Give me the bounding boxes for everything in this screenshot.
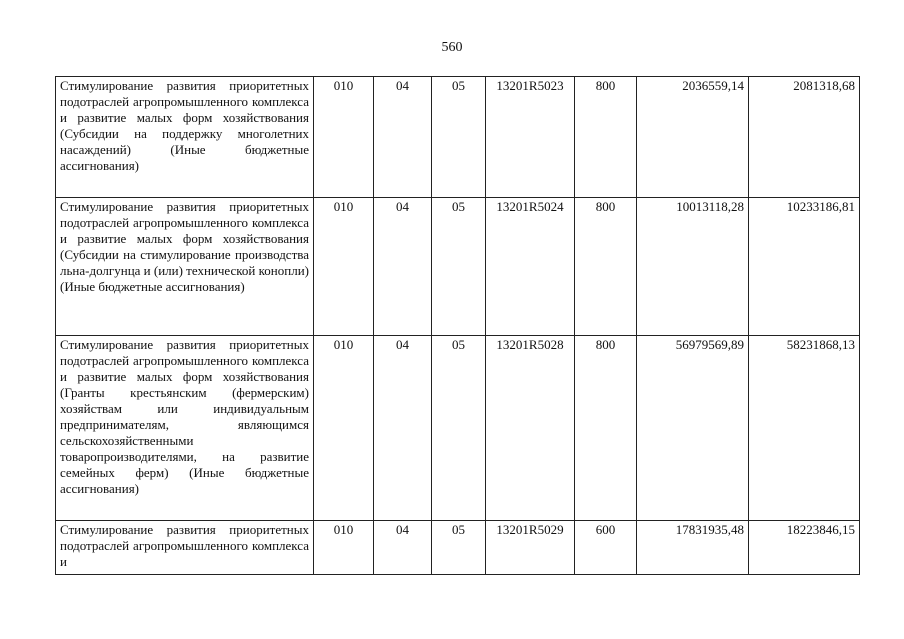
amount-second: 2081318,68 [749, 77, 860, 198]
row-description: Стимулирование развития приоритетных подотраслей агропромышленного комплекса и развитие малых форм хозяйствования (Субсидии на поддержку многолетних насаждений) (Иные бюджетные ассигнования) [56, 77, 314, 198]
amount-second: 58231868,13 [749, 336, 860, 521]
subsection-code: 05 [432, 336, 486, 521]
subsection-code: 05 [432, 198, 486, 336]
table-row [56, 198, 860, 336]
subsection-code: 05 [432, 521, 486, 575]
section-code: 04 [374, 77, 432, 198]
section-code: 04 [374, 336, 432, 521]
amount-first: 10013118,28 [637, 198, 749, 336]
amount-first: 17831935,48 [637, 521, 749, 575]
expense-type-code: 600 [575, 521, 637, 575]
row-description: Стимулирование развития приоритетных подотраслей агропромышленного комплекса и [56, 521, 314, 575]
page-number: 560 [441, 40, 463, 55]
ministry-code: 010 [314, 77, 374, 198]
budget-table [55, 76, 860, 575]
expense-type-code: 800 [575, 77, 637, 198]
subsection-code: 05 [432, 77, 486, 198]
target-article-code: 13201R5024 [486, 198, 575, 336]
target-article-code: 13201R5028 [486, 336, 575, 521]
amount-second: 18223846,15 [749, 521, 860, 575]
row-description: Стимулирование развития приоритетных подотраслей агропромышленного комплекса и развитие малых форм хозяйствования (Гранты крестьянским (фермерским) хозяйствам или индивидуальным предпринимателям, являющимся сельскохозяйственными товаропроизводителями, на развитие семейных ферм) (Иные бюджетные ассигнования) [56, 336, 314, 521]
amount-first: 2036559,14 [637, 77, 749, 198]
expense-type-code: 800 [575, 198, 637, 336]
ministry-code: 010 [314, 336, 374, 521]
amount-second: 10233186,81 [749, 198, 860, 336]
table-row [56, 521, 860, 575]
ministry-code: 010 [314, 521, 374, 575]
section-code: 04 [374, 198, 432, 336]
expense-type-code: 800 [575, 336, 637, 521]
table-row [56, 77, 860, 198]
row-description: Стимулирование развития приоритетных подотраслей агропромышленного комплекса и развитие малых форм хозяйствования (Субсидии на стимулирование производства льна-долгунца и (или) технической конопли) (Иные бюджетные ассигнования) [56, 198, 314, 336]
amount-first: 56979569,89 [637, 336, 749, 521]
section-code: 04 [374, 521, 432, 575]
target-article-code: 13201R5023 [486, 77, 575, 198]
table-row [56, 336, 860, 521]
target-article-code: 13201R5029 [486, 521, 575, 575]
ministry-code: 010 [314, 198, 374, 336]
